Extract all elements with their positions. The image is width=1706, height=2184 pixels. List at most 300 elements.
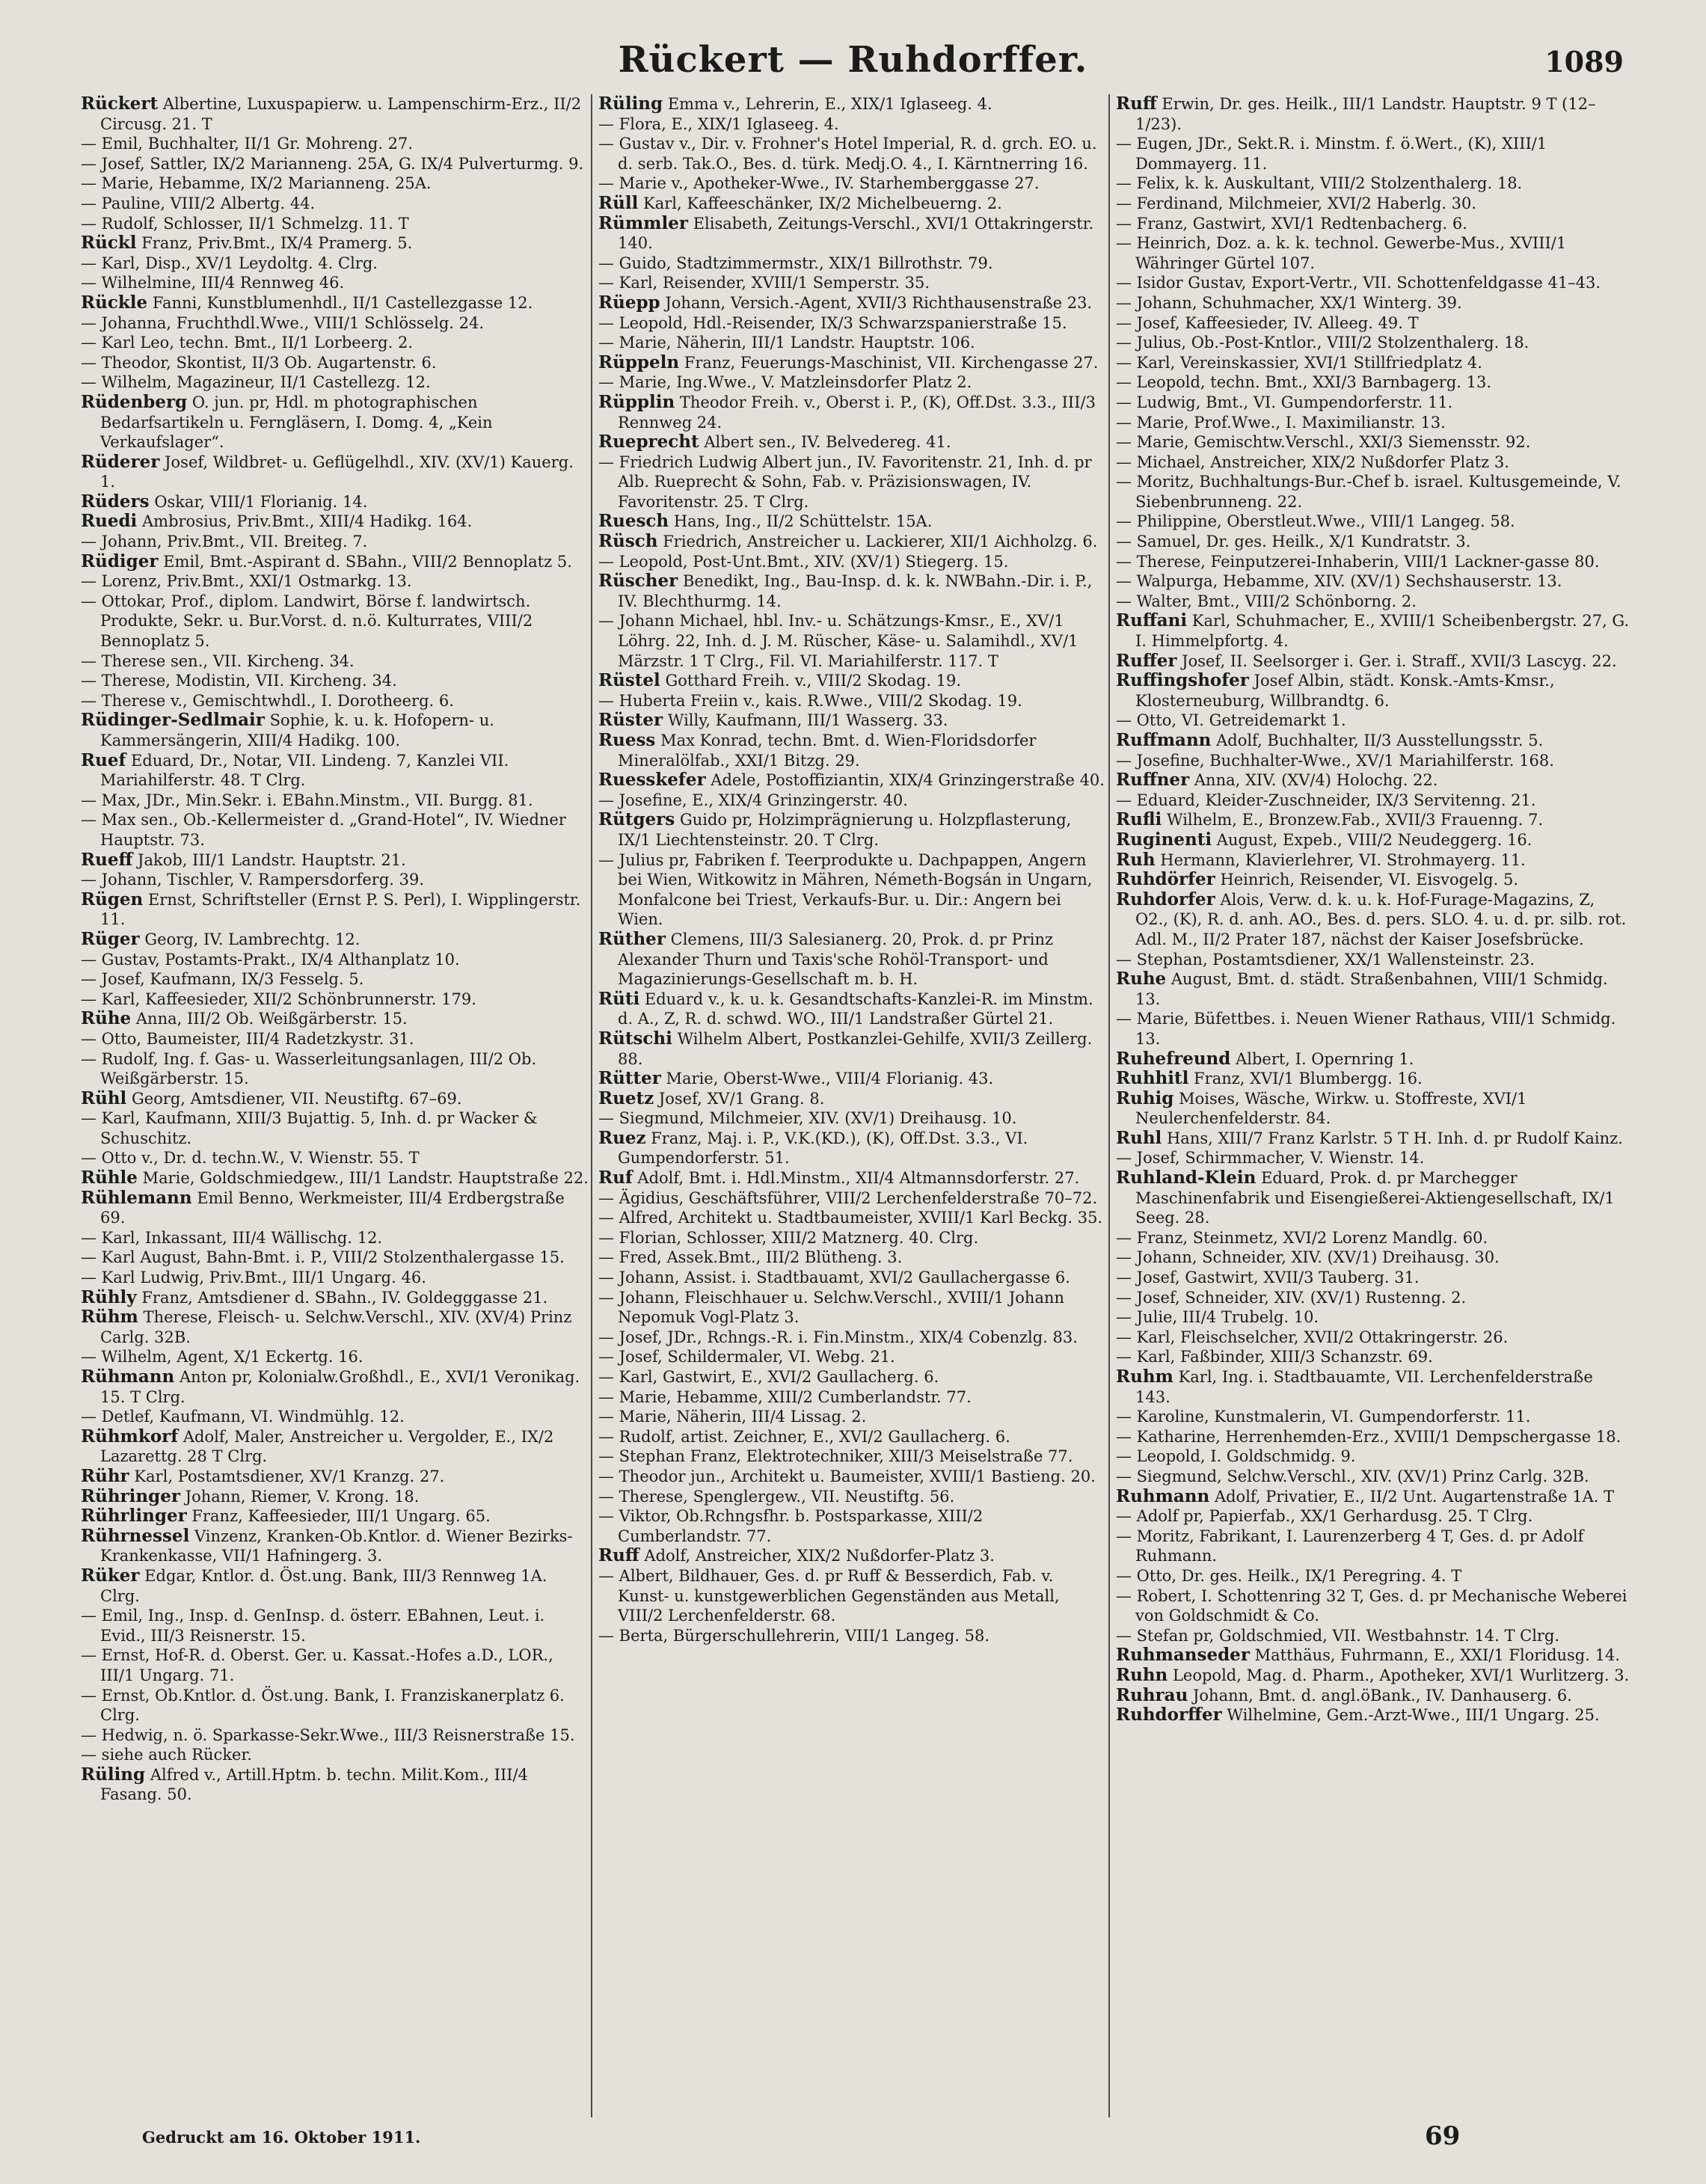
entry-text: — Josefine, Buchhalter-Wwe., XV/1 Mariahilferstr. 168.: [1116, 751, 1554, 770]
entry-text: — Julius, Ob.-Post-Kntlor., VIII/2 Stolzenthalerg. 18.: [1116, 334, 1529, 352]
directory-entry: [598, 930, 1107, 990]
directory-entry: [598, 1188, 1107, 1209]
entry-text: — Karl, Kaffeesieder, XII/2 Schönbrunnerstr. 179.: [81, 990, 476, 1008]
entry-text: Anna, III/2 Ob. Weißgärberstr. 15.: [135, 1010, 408, 1028]
directory-entry: [1116, 1148, 1632, 1168]
entry-surname: Ruhdorffer: [1116, 1705, 1222, 1726]
directory-entry: [598, 1328, 1107, 1348]
entry-text: — Julie, III/4 Trubelg. 10.: [1116, 1308, 1319, 1327]
entry-surname: Rückert: [81, 94, 159, 114]
entry-text: Alois, Verw. d. k. u. k. Hof-Furage-Magazins, Z, O2., (K), R. d. anh. AO., Bes. d. pers. SLO. 4. u. d. pr. silb. rot. Adl. M., II/2 Prater 187, nächst der Kaiser Josefsbrücke.: [1135, 890, 1627, 948]
entry-surname: Ruhig: [1116, 1088, 1174, 1108]
entry-text: — Wilhelmine, III/4 Rennweg 46.: [81, 274, 345, 292]
directory-entry: [81, 1049, 589, 1089]
entry-text: — Otto, Dr. ges. Heilk., IX/1 Peregring. 4. T: [1116, 1566, 1462, 1585]
entry-text: Jakob, III/1 Landstr. Hauptstr. 21.: [138, 850, 406, 869]
entry-surname: Ruffani: [1116, 610, 1188, 631]
entry-text: Adolf, Maler, Anstreicher u. Vergolder, E., IX/2 Lazarettg. 28 T Clrg.: [100, 1427, 554, 1466]
directory-entry: [1116, 1586, 1632, 1626]
entry-surname: Rüti: [598, 988, 640, 1009]
directory-entry: [598, 114, 1107, 135]
entry-text: Anton pr, Kolonialw.Großhdl., E., XVI/1 Veronikag. 15. T Clrg.: [100, 1368, 580, 1406]
directory-entry: [598, 691, 1107, 711]
entry-text: — Florian, Schlosser, XIII/2 Matznerg. 40. Clrg.: [598, 1228, 979, 1247]
entry-text: Willy, Kaufmann, III/1 Wasserg. 33.: [667, 711, 948, 730]
entry-text: — Karl, Fleischselcher, XVII/2 Ottakringerstr. 26.: [1116, 1328, 1509, 1346]
column-2: [598, 94, 1107, 2114]
entry-text: — Marie, Prof.Wwe., I. Maximilianstr. 13.: [1116, 413, 1446, 432]
entry-text: Eduard v., k. u. k. Gesandtschafts-Kanzlei-R. im Minstm. d. A., Z, R. d. schwd. WO., III/1 Landstraßer Gürtel 21.: [618, 990, 1093, 1028]
entry-text: — Robert, I. Schottenring 32 T, Ges. d. pr Mechanische Weberei von Goldschmidt & Co.: [1116, 1586, 1627, 1625]
entry-surname: Rügen: [81, 889, 144, 910]
entry-surname: Rührnessel: [81, 1525, 190, 1546]
entry-text: Karl, Kaffeeschänker, IX/2 Michelbeuerng. 2.: [643, 194, 1002, 212]
directory-entry: [81, 651, 589, 672]
entry-text: — Ernst, Hof-R. d. Oberst. Ger. u. Kassat.-Hofes a.D., LOR., III/1 Ungarg. 71.: [81, 1646, 553, 1684]
directory-entry: [598, 1089, 1107, 1109]
directory-entry: [81, 1487, 589, 1507]
entry-text: — Ferdinand, Milchmeier, XVI/2 Haberlg. 30.: [1116, 194, 1477, 212]
directory-entry: [1116, 552, 1632, 572]
entry-text: — Josef, Gastwirt, XVII/3 Tauberg. 31.: [1116, 1269, 1420, 1287]
entry-text: — Albert, Bildhauer, Ges. d. pr Ruff & Besserdich, Fab. v. Kunst- u. kunstgewerblichen Gegenständen aus Metall, VIII/2 Lerchenfelderstr. 68.: [598, 1566, 1060, 1625]
entry-text: — Isidor Gustav, Export-Vertr., VII. Schottenfeldgasse 41–43.: [1116, 274, 1601, 292]
directory-entry: [598, 453, 1107, 512]
entry-text: — Detlef, Kaufmann, VI. Windmühlg. 12.: [81, 1408, 405, 1426]
directory-entry: [81, 1089, 589, 1109]
entry-surname: Rüderer: [81, 451, 160, 472]
entry-surname: Ruffner: [1116, 770, 1190, 791]
directory-entry: [1116, 1427, 1632, 1447]
entry-text: Adolf, Buchhalter, II/3 Ausstellungsstr. 5.: [1216, 731, 1544, 749]
entry-text: Wilhelmine, Gem.-Arzt-Wwe., III/1 Ungarg. 25.: [1227, 1706, 1600, 1725]
directory-entry: [598, 1546, 1107, 1566]
entry-surname: Rütgers: [598, 809, 675, 830]
directory-entry: [598, 1566, 1107, 1626]
directory-entry: [1116, 233, 1632, 273]
entry-text: Josef Albin, städt. Konsk.-Amts-Kmsr., Klosterneuburg, Willbrandtg. 6.: [1135, 672, 1555, 710]
entry-text: — Felix, k. k. Auskultant, VIII/2 Stolzenthalerg. 18.: [1116, 174, 1523, 193]
entry-text: Johann, Bmt. d. angl.öBank., IV. Danhauserg. 6.: [1193, 1686, 1572, 1705]
entry-surname: Ruhefreund: [1116, 1048, 1231, 1069]
entry-text: — Lorenz, Priv.Bmt., XXI/1 Ostmarkg. 13.: [81, 572, 412, 591]
directory-entry: [1116, 890, 1632, 950]
directory-entry: [598, 990, 1107, 1029]
entry-surname: Rüling: [81, 1764, 146, 1785]
entry-text: — Johann, Fleischhauer u. Selchw.Verschl., XVIII/1 Johann Nepomuk Vogl-Platz 3.: [598, 1288, 1065, 1327]
directory-entry: [81, 1148, 589, 1168]
directory-entry: [1116, 830, 1632, 850]
entry-text: — Siegmund, Selchw.Verschl., XIV. (XV/1) Prinz Carlg. 32B.: [1116, 1467, 1589, 1485]
entry-surname: Ruhl: [1116, 1127, 1162, 1148]
entry-text: — Fred, Assek.Bmt., III/2 Blütheng. 3.: [598, 1248, 903, 1267]
entry-text: Adolf, Anstreicher, XIX/2 Nußdorfer-Platz 3.: [644, 1547, 995, 1565]
entry-surname: Rüpplin: [598, 391, 675, 412]
directory-entry: [1116, 214, 1632, 234]
directory-entry: [1116, 1268, 1632, 1288]
directory-entry: [598, 134, 1107, 174]
entry-text: August, Expeb., VIII/2 Neudeggerg. 16.: [1216, 830, 1532, 849]
entry-text: Guido pr, Holzimprägnierung u. Holzpflasterung, IX/1 Liechtensteinstr. 20. T Clrg.: [618, 811, 1072, 849]
entry-text: — Otto v., Dr. d. techn.W., V. Wienstr. 55. T: [81, 1149, 420, 1168]
directory-entry: [81, 1029, 589, 1049]
directory-entry: [598, 1228, 1107, 1248]
directory-entry: [598, 1387, 1107, 1408]
entry-text: Adolf, Privatier, E., II/2 Unt. Augartenstraße 1A. T: [1214, 1487, 1615, 1506]
entry-text: — Alfred, Architekt u. Stadtbaumeister, XVIII/1 Karl Beckg. 35.: [598, 1209, 1103, 1227]
directory-entry: [81, 1288, 589, 1308]
directory-entry: [81, 969, 589, 990]
column-divider: [591, 94, 592, 2117]
entry-text: Oskar, VIII/1 Florianig. 14.: [154, 492, 368, 511]
directory-entry: [1116, 592, 1632, 612]
directory-entry: [81, 492, 589, 512]
entry-text: — Josef, Sattler, IX/2 Marianneng. 25A, G. IX/4 Pulverturmg. 9.: [81, 154, 584, 173]
directory-entry: [81, 1347, 589, 1367]
directory-entry: [598, 254, 1107, 274]
entry-text: — Viktor, Ob.Rchngsfhr. b. Postsparkasse, XIII/2 Cumberlandstr. 77.: [598, 1507, 984, 1545]
entry-text: Wilhelm Albert, Postkanzlei-Gehilfe, XVII/3 Zeillerg. 88.: [618, 1029, 1093, 1068]
directory-entry: [1116, 472, 1632, 512]
column-1: [81, 94, 589, 2114]
directory-entry: [598, 1069, 1107, 1089]
entry-text: — Guido, Stadtzimmermstr., XIX/1 Billrothstr. 79.: [598, 254, 993, 272]
directory-entry: [1116, 353, 1632, 373]
entry-text: O. jun. pr, Hdl. m photographischen Bedarfsartikeln u. Ferngläsern, I. Domg. 4, „Kein Verkaufslager“.: [100, 393, 493, 452]
entry-text: Erwin, Dr. ges. Heilk., III/1 Landstr. Hauptstr. 9 T (12–1/23).: [1135, 95, 1596, 133]
directory-entry: [598, 1487, 1107, 1507]
entry-surname: Ruh: [1116, 849, 1156, 870]
directory-entry: [1116, 1666, 1632, 1686]
entry-text: Franz, XVI/1 Blumbergg. 16.: [1194, 1070, 1423, 1088]
directory-entry: [598, 432, 1107, 453]
directory-entry: [81, 453, 589, 492]
directory-entry: [81, 850, 589, 871]
entry-text: — Otto, VI. Getreidemarkt 1.: [1116, 711, 1346, 730]
directory-entry: [598, 1407, 1107, 1427]
directory-entry: [81, 1307, 589, 1347]
page-number: 1089: [1544, 45, 1624, 79]
directory-entry: [1116, 1288, 1632, 1308]
footer-page-number: 69: [1425, 2121, 1461, 2151]
directory-entry: [81, 571, 589, 592]
directory-entry: [598, 313, 1107, 334]
directory-entry: [81, 313, 589, 334]
directory-entry: [598, 1506, 1107, 1546]
page-header: [0, 33, 1706, 93]
directory-entry: [81, 194, 589, 214]
directory-entry: [81, 1268, 589, 1288]
entry-surname: Rüdenberg: [81, 391, 188, 412]
directory-entry: [1116, 134, 1632, 174]
entry-text: Clemens, III/3 Salesianerg. 20, Prok. d. pr Prinz Alexander Thurn und Taxis'sche Rohöl-Transport- und Magazinierungs-Gesellschaft m. b. H.: [618, 930, 1054, 989]
entry-text: Ernst, Schriftsteller (Ernst P. S. Perl), I. Wipplingerstr. 11.: [100, 890, 581, 929]
entry-surname: Rühmkorf: [81, 1426, 179, 1447]
entry-text: — Franz, Gastwirt, XVI/1 Redtenbacherg. 6.: [1116, 214, 1467, 233]
column-divider: [1108, 94, 1110, 2117]
entry-text: Albert, I. Opernring 1.: [1236, 1049, 1414, 1068]
entry-text: Anna, XIV. (XV/4) Holochg. 22.: [1194, 771, 1438, 790]
directory-entry: [1116, 1506, 1632, 1527]
entry-text: — Marie, Näherin, III/1 Landstr. Hauptstr. 106.: [598, 334, 975, 352]
entry-text: — Karl, Disp., XV/1 Leydoltg. 4. Clrg.: [81, 254, 378, 272]
entry-text: — Johann, Assist. i. Stadtbauamt, XVI/2 Gaullachergasse 6.: [598, 1269, 1070, 1287]
directory-entry: [1116, 1527, 1632, 1566]
entry-text: Josef, II. Seelsorger i. Ger. i. Straff., XVII/3 Lascyg. 22.: [1182, 651, 1617, 670]
entry-text: — Karl, Inkassant, III/4 Wällischg. 12.: [81, 1228, 383, 1247]
entry-text: — Huberta Freiin v., kais. R.Wwe., VIII/2 Skodag. 19.: [598, 691, 1022, 710]
entry-text: — Gustav, Postamts-Prakt., IX/4 Althanplatz 10.: [81, 950, 460, 969]
entry-text: — Pauline, VIII/2 Albertg. 44.: [81, 194, 316, 212]
directory-entry: [598, 174, 1107, 194]
directory-entry: [81, 393, 589, 453]
entry-surname: Ruedi: [81, 511, 138, 532]
entry-text: Max Konrad, techn. Bmt. d. Wien-Floridsdorfer Mineralölfab., XXI/1 Bitzg. 29.: [618, 731, 1037, 770]
directory-entry: [598, 671, 1107, 691]
entry-text: — Eugen, JDr., Sekt.R. i. Minstm. f. ö.Wert., (K), XIII/1 Dommayerg. 11.: [1116, 135, 1547, 173]
entry-text: Wilhelm, E., Bronzew.Fab., XVII/3 Frauenng. 7.: [1166, 811, 1544, 829]
directory-entry: [81, 870, 589, 890]
entry-surname: Ruhm: [1116, 1366, 1173, 1387]
entry-surname: Rütschi: [598, 1028, 672, 1049]
entry-surname: Ruef: [81, 749, 126, 770]
entry-text: — Leopold, I. Goldschmidg. 9.: [1116, 1447, 1356, 1466]
directory-entry: [598, 393, 1107, 432]
directory-entry: [1116, 532, 1632, 552]
entry-text: — Karl Ludwig, Priv.Bmt., III/1 Ungarg. 46.: [81, 1269, 426, 1287]
directory-entry: [1116, 1347, 1632, 1367]
entry-surname: Ruez: [598, 1127, 646, 1148]
entry-text: Matthäus, Fuhrmann, E., XXI/1 Floridusg. 14.: [1254, 1646, 1620, 1665]
directory-entry: [1116, 1467, 1632, 1487]
entry-surname: Ruffmann: [1116, 730, 1212, 750]
directory-entry: [598, 1427, 1107, 1447]
directory-entry: [598, 214, 1107, 254]
entry-text: Emma v., Lehrerin, E., XIX/1 Iglaseeg. 4.: [667, 95, 992, 113]
entry-text: — Josef, Kaufmann, IX/3 Fesselg. 5.: [81, 970, 364, 989]
entry-surname: Ruess: [598, 730, 656, 750]
entry-surname: Ruhrau: [1116, 1684, 1188, 1705]
directory-entry: [81, 154, 589, 174]
entry-text: — Josef, Schirmmacher, V. Wienstr. 14.: [1116, 1149, 1425, 1168]
entry-text: Hans, Ing., II/2 Schüttelstr. 15A.: [673, 512, 933, 531]
directory-entry: [598, 731, 1107, 770]
entry-text: — Johann, Tischler, V. Rampersdorferg. 39.: [81, 871, 425, 889]
print-date: Gedruckt am 16. Oktober 1911.: [142, 2128, 421, 2147]
entry-surname: Rühe: [81, 1008, 132, 1029]
directory-entry: [1116, 194, 1632, 214]
directory-entry: [81, 1506, 589, 1527]
entry-text: Franz, Amtsdiener d. SBahn., IV. Goldegggasse 21.: [141, 1288, 548, 1307]
directory-entry: [81, 233, 589, 254]
entry-text: — Samuel, Dr. ges. Heilk., X/1 Kundratstr. 3.: [1116, 533, 1471, 551]
directory-entry: [1116, 1168, 1632, 1228]
entry-text: — Wilhelm, Agent, X/1 Eckertg. 16.: [81, 1348, 363, 1366]
directory-entry: [81, 174, 589, 194]
directory-entry: [598, 1626, 1107, 1646]
directory-entry: [1116, 1645, 1632, 1666]
directory-entry: [598, 1108, 1107, 1129]
entry-surname: Ruhn: [1116, 1664, 1168, 1685]
directory-entry: [81, 1009, 589, 1029]
entry-surname: Rüepp: [598, 292, 660, 313]
entry-surname: Ruhmann: [1116, 1485, 1210, 1506]
entry-text: — Otto, Baumeister, III/4 Radetzkystr. 31.: [81, 1029, 414, 1048]
entry-text: Theodor Freih. v., Oberst i. P., (K), Off.Dst. 3.3., III/3 Rennweg 24.: [618, 393, 1096, 432]
directory-entry: [1116, 731, 1632, 751]
entry-surname: Ruff: [1116, 94, 1157, 114]
entry-text: — Adolf pr, Papierfab., XX/1 Gerhardusg. 25. T Clrg.: [1116, 1507, 1533, 1526]
entry-text: Albertine, Luxuspapierw. u. Lampenschirm-Erz., II/2 Circusg. 21. T: [100, 95, 582, 133]
directory-entry: [598, 1268, 1107, 1288]
entry-surname: Ruffingshofer: [1116, 670, 1249, 691]
entry-text: Franz, Feuerungs-Maschinist, VII. Kirchengasse 27.: [684, 353, 1099, 372]
directory-entry: [81, 1745, 589, 1765]
entry-text: Ambrosius, Priv.Bmt., XIII/4 Hadikg. 164.: [141, 512, 473, 531]
entry-surname: Rühr: [81, 1465, 129, 1486]
entry-text: Johann, Versich.-Agent, XVII/3 Richthausenstraße 23.: [665, 293, 1093, 312]
entry-surname: Ruf: [598, 1168, 633, 1188]
directory-entry: [81, 273, 589, 293]
directory-entry: [81, 1427, 589, 1467]
entry-text: Vinzenz, Kranken-Ob.Kntlor. d. Wiener Bezirks-Krankenkasse, VII/1 Hafningerg. 3.: [100, 1527, 573, 1565]
entry-text: — Johann, Priv.Bmt., VII. Breiteg. 7.: [81, 533, 368, 551]
entry-surname: Rüster: [598, 710, 663, 731]
directory-entry: [598, 1208, 1107, 1228]
entry-surname: Rührlinger: [81, 1506, 187, 1527]
directory-entry: [1116, 1307, 1632, 1328]
directory-entry: [81, 1168, 589, 1188]
entry-text: — Marie, Büfettbes. i. Neuen Wiener Rathaus, VIII/1 Schmidg. 13.: [1116, 1010, 1616, 1048]
entry-text: — Marie, Hebamme, XIII/2 Cumberlandstr. 77.: [598, 1387, 972, 1406]
directory-entry: [1116, 751, 1632, 771]
column-3: [1116, 94, 1632, 2114]
entry-text: — Johann, Schuhmacher, XX/1 Winterg. 39.: [1116, 293, 1462, 312]
entry-text: — Michael, Anstreicher, XIX/2 Nußdorfer Platz 3.: [1116, 453, 1509, 471]
entry-surname: Rütter: [598, 1068, 661, 1089]
entry-text: Emil, Bmt.-Aspirant d. SBahn., VIII/2 Bennoplatz 5.: [163, 552, 572, 571]
directory-entry: [1116, 611, 1632, 651]
entry-text: Albert sen., IV. Belvedereg. 41.: [704, 433, 951, 452]
entry-surname: Rühm: [81, 1307, 138, 1328]
entry-surname: Ruhhitl: [1116, 1068, 1189, 1089]
directory-entry: [598, 791, 1107, 811]
entry-text: — Josef, Kaffeesieder, IV. Alleeg. 49. T: [1116, 313, 1419, 332]
entry-surname: Rüppeln: [598, 352, 680, 372]
entry-text: — Friedrich Ludwig Albert jun., IV. Favoritenstr. 21, Inh. d. pr Alb. Rueprecht & Sohn, Fab. v. Präzisionswagen, IV. Favoritenstr. 25. T Clrg.: [598, 453, 1092, 511]
directory-entry: [1116, 1686, 1632, 1706]
entry-text: — Josef, Schneider, XIV. (XV/1) Rustenng. 2.: [1116, 1288, 1467, 1307]
entry-text: — Josef, Schildermaler, VI. Webg. 21.: [598, 1348, 895, 1366]
directory-entry: [1116, 313, 1632, 334]
directory-entry: [81, 1686, 589, 1726]
entry-surname: Ruffer: [1116, 650, 1177, 671]
entry-text: — Karl, Reisender, XVIII/1 Semperstr. 35.: [598, 274, 930, 292]
entry-text: Karl, Postamtsdiener, XV/1 Kranzg. 27.: [134, 1467, 445, 1485]
entry-text: Franz, Kaffeesieder, III/1 Ungarg. 65.: [191, 1507, 491, 1526]
entry-text: — Leopold, techn. Bmt., XXI/3 Barnbagerg. 13.: [1116, 373, 1492, 392]
directory-entry: [1116, 671, 1632, 711]
entry-text: — Walpurga, Hebamme, XIV. (XV/1) Sechshauserstr. 13.: [1116, 572, 1562, 591]
entry-surname: Rueprecht: [598, 432, 699, 453]
entry-surname: Rufli: [1116, 809, 1162, 830]
directory-entry: [1116, 1407, 1632, 1427]
directory-entry: [1116, 850, 1632, 871]
directory-entry: [1116, 1069, 1632, 1089]
entry-text: — Karl August, Bahn-Bmt. i. P., VIII/2 Stolzenthalergasse 15.: [81, 1248, 565, 1267]
entry-text: Fanni, Kunstblumenhdl., II/1 Castellezgasse 12.: [152, 293, 533, 312]
directory-entry: [598, 1029, 1107, 1069]
directory-entry: [598, 1288, 1107, 1328]
entry-text: — Leopold, Post-Unt.Bmt., XIV. (XV/1) Stiegerg. 15.: [598, 552, 1009, 571]
directory-entry: [1116, 711, 1632, 731]
directory-entry: [81, 1188, 589, 1228]
directory-entry: [1116, 174, 1632, 194]
entry-text: — Karoline, Kunstmalerin, VI. Gumpendorferstr. 11.: [1116, 1408, 1531, 1426]
entry-text: Franz, Maj. i. P., V.K.(KD.), (K), Off.Dst. 3.3., VI. Gumpendorferstr. 51.: [618, 1129, 1028, 1168]
directory-entry: [1116, 1447, 1632, 1467]
entry-text: Karl, Schuhmacher, E., XVIII/1 Scheibenbergstr. 27, G. I. Himmelpfortg. 4.: [1135, 612, 1630, 651]
directory-entry: [81, 890, 589, 930]
directory-entry: [81, 810, 589, 850]
entry-text: Georg, IV. Lambrechtg. 12.: [144, 930, 360, 948]
directory-entry: [1116, 651, 1632, 672]
entry-text: — Marie, Näherin, III/4 Lissag. 2.: [598, 1408, 867, 1426]
entry-surname: Ruesch: [598, 511, 669, 532]
entry-text: Therese, Fleisch- u. Selchw.Verschl., XIV. (XV/4) Prinz Carlg. 32B.: [100, 1308, 572, 1346]
entry-text: — Marie, Hebamme, IX/2 Marianneng. 25A.: [81, 174, 432, 193]
entry-text: Karl, Ing. i. Stadtbauamte, VII. Lerchenfelderstraße 143.: [1135, 1368, 1593, 1406]
entry-text: — Ernst, Ob.Kntlor. d. Öst.ung. Bank, I. Franziskanerplatz 6. Clrg.: [81, 1686, 565, 1725]
directory-entry: [81, 512, 589, 532]
entry-text: Hans, XIII/7 Franz Karlstr. 5 T H. Inh. d. pr Rudolf Kainz.: [1166, 1129, 1623, 1147]
entry-text: — Philippine, Oberstleut.Wwe., VIII/1 Langeg. 58.: [1116, 512, 1515, 531]
directory-entry: [81, 532, 589, 552]
directory-entry: [1116, 1367, 1632, 1407]
directory-entry: [1116, 1487, 1632, 1507]
entry-text: — Marie, Ing.Wwe., V. Matzleinsdorfer Platz 2.: [598, 373, 972, 392]
entry-text: — Johann, Schneider, XIV. (XV/1) Dreihausg. 30.: [1116, 1248, 1500, 1267]
directory-entry: [598, 571, 1107, 611]
directory-entry: [1116, 393, 1632, 413]
entry-surname: Rühle: [81, 1168, 138, 1188]
entry-text: — Berta, Bürgerschullehrerin, VIII/1 Langeg. 58.: [598, 1626, 990, 1645]
entry-text: Josef, XV/1 Grang. 8.: [658, 1089, 825, 1108]
directory-entry: [598, 1447, 1107, 1467]
entry-surname: Rühlemann: [81, 1187, 192, 1208]
entry-text: — Therese, Feinputzerei-Inhaberin, VIII/1 Lackner-gasse 80.: [1116, 552, 1600, 571]
entry-text: — Eduard, Kleider-Zuschneider, IX/3 Servitenng. 21.: [1116, 791, 1536, 809]
directory-entry: [1116, 273, 1632, 293]
entry-surname: Ruetz: [598, 1088, 654, 1108]
entry-text: — Katharine, Herrenhemden-Erz., XVIII/1 Dempschergasse 18.: [1116, 1427, 1621, 1446]
directory-entry: [81, 1108, 589, 1148]
directory-entry: [598, 94, 1107, 114]
entry-text: — Rudolf, Schlosser, II/1 Schmelzg. 11. T: [81, 214, 409, 233]
entry-text: — Karl Leo, techn. Bmt., II/1 Lorbeerg. 2.: [81, 334, 414, 352]
directory-entry: [1116, 333, 1632, 353]
directory-entry: [81, 1367, 589, 1407]
entry-text: Adolf, Bmt. i. Hdl.Minstm., XII/4 Altmannsdorferstr. 27.: [637, 1169, 1080, 1188]
entry-text: — Therese v., Gemischtwhdl., I. Dorotheerg. 6.: [81, 691, 454, 710]
directory-entry: [598, 512, 1107, 532]
entry-text: — Julius pr, Fabriken f. Teerprodukte u. Dachpappen, Angern bei Wien, Witkowitz in Mähren, Németh-Bogsán in Ungarn, Monfalcone bei Triest, Verkaufs-Bur. u. Dir.: Angern bei Wien.: [598, 850, 1093, 929]
directory-entry: [81, 751, 589, 791]
directory-entry: [598, 333, 1107, 353]
directory-entry: [81, 1248, 589, 1268]
entry-surname: Rühringer: [81, 1485, 180, 1506]
directory-entry: [598, 353, 1107, 373]
